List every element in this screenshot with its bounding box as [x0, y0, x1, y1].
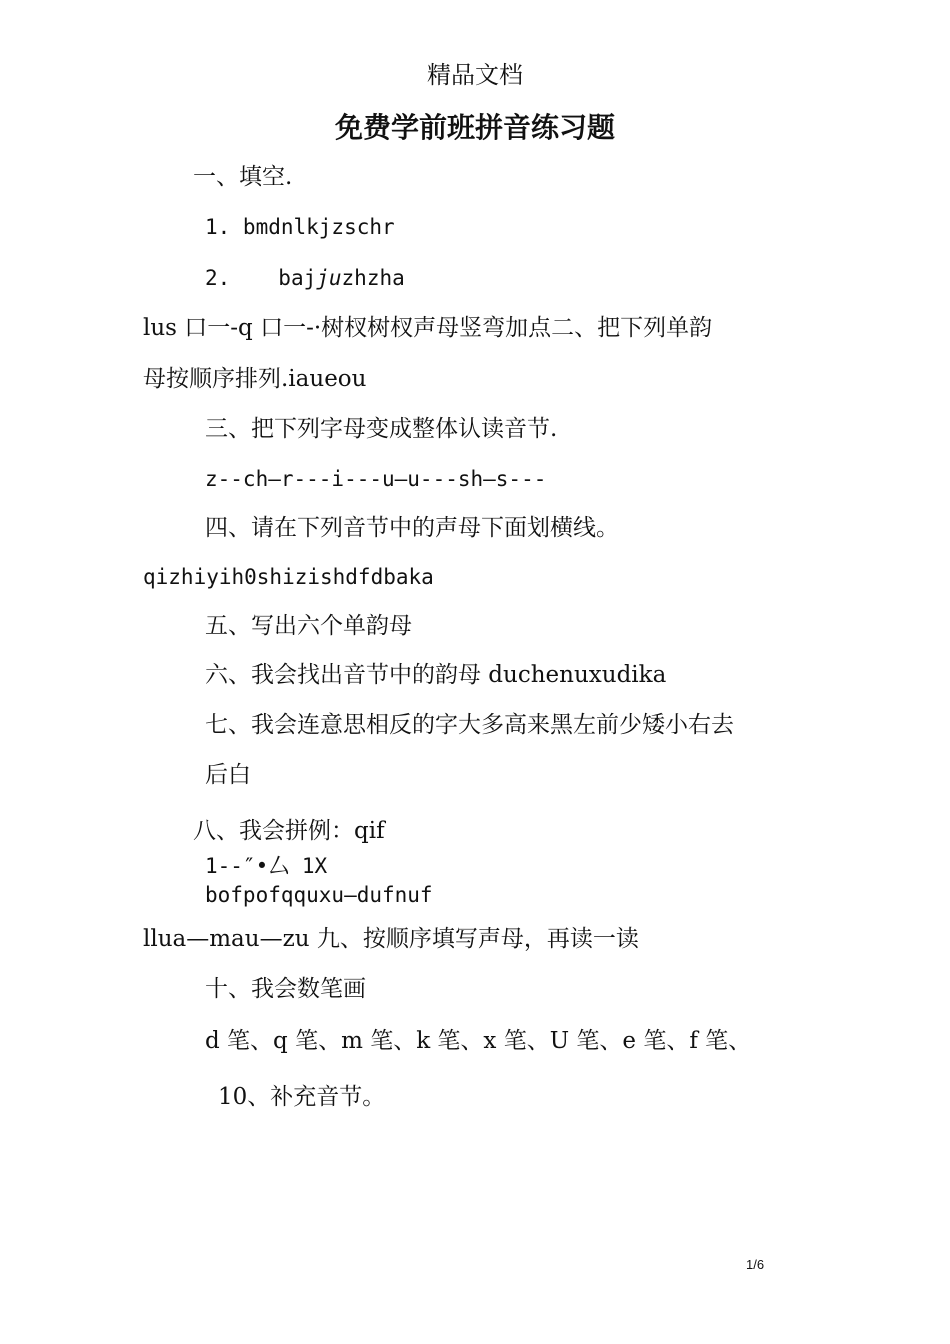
section-3-heading: 三、把下列字母变成整体认读音节.	[205, 416, 558, 442]
page-header: 精品文档	[427, 61, 523, 89]
section-4-heading: 四、请在下列音节中的声母下面划横线。	[205, 515, 619, 541]
paragraph-line: 母按顺序排列.iaueou	[143, 366, 367, 392]
page-number: 1/6	[746, 1257, 765, 1272]
section-5-heading: 五、写出六个单韵母	[205, 613, 412, 639]
paragraph-line: z--ch—r---i---u—u---sh—s---	[205, 467, 547, 491]
paragraph-line: qizhiyih0shizishdfdbaka	[143, 565, 434, 589]
exercise-line-1: 1. bmdnlkjzschr	[205, 215, 395, 239]
section-10-heading: 十、我会数笔画	[205, 976, 366, 1002]
section-9-line: llua—mau—zu 九、按顺序填写声母，再读一读	[143, 926, 639, 952]
item-number: 2.	[205, 266, 231, 290]
section-7-heading: 七、我会连意思相反的字大多高来黑左前少矮小右去	[205, 712, 734, 738]
syllable-italic: ju	[316, 266, 342, 290]
paragraph-line: bofpofqquxu—dufnuf	[205, 883, 433, 907]
syllable-text: baj	[278, 266, 317, 290]
section-1-heading: 一、填空.	[193, 164, 293, 190]
paragraph-line: d 笔、q 笔、m 笔、k 笔、x 笔、U 笔、e 笔、f 笔、	[205, 1028, 752, 1054]
paragraph-line: 1--″•厶 1X	[205, 854, 328, 878]
exercise-line-2	[205, 263, 405, 293]
document-title: 免费学前班拼音练习题	[334, 111, 615, 144]
paragraph-line: lus 口一-q 口一-·树杈树杈声母竖弯加点二、把下列单韵	[143, 315, 713, 341]
section-8-heading: 八、我会拼例：qif	[193, 818, 385, 844]
paragraph-line: 10、补充音节。	[218, 1084, 386, 1110]
paragraph-line: 后白	[205, 762, 251, 788]
section-6-heading: 六、我会找出音节中的韵母 duchenuxudika	[205, 662, 667, 688]
syllable-text-end: zhzha	[341, 266, 405, 290]
